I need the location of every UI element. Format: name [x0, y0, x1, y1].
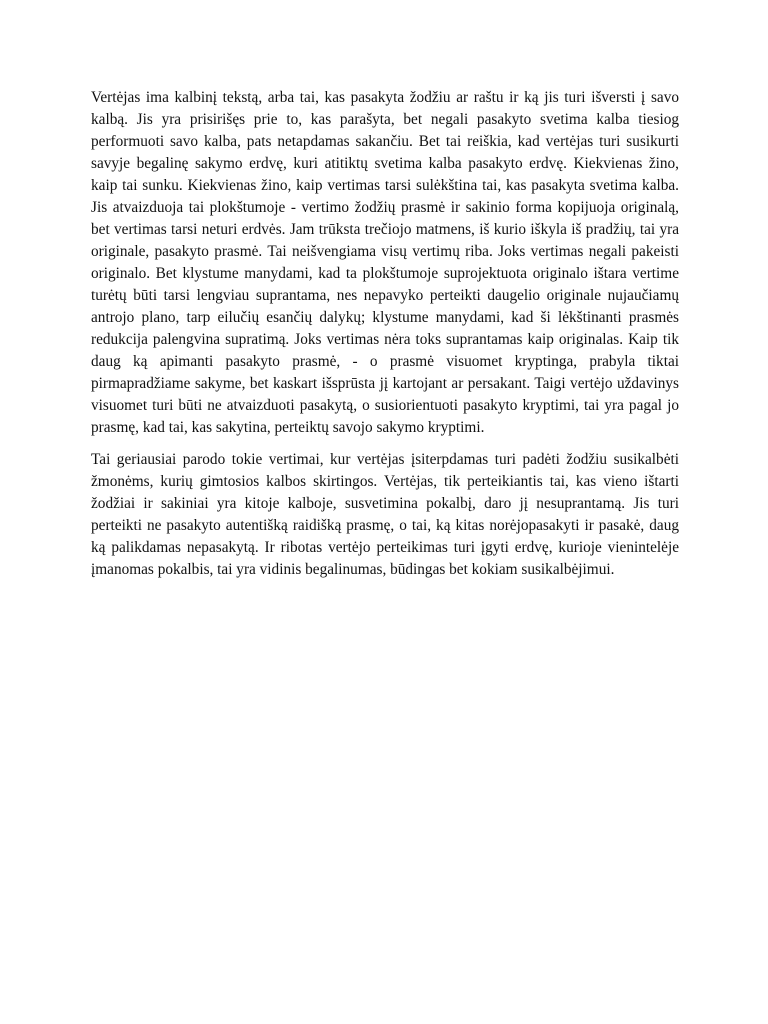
paragraph: Tai geriausiai parodo tokie vertimai, kur vertėjas įsiterpdamas turi padėti žodžiu susikalbėti žmonėms, kurių gimtosios kalbos skirtingos. Vertėjas, tik perteikiantis tai, kas vieno ištarti žodžiai ir sakiniai yra kitoje kalboje, susvetimina pokalbį, daro jį nesuprantamą. Jis turi perteikti ne pasakyto autentišką raidišką prasmę, o tai, ką kitas norėjopasakyti ir pasakė, daug ką palikdamas nepasakytą. Ir ribotas vertėjo perteikimas turi įgyti erdvę, kurioje vienintelėje įmanomas pokalbis, tai yra vidinis begalinumas, būdingas bet kokiam susikalbėjimui. [91, 451, 679, 578]
paragraph: Vertėjas ima kalbinį tekstą, arba tai, kas pasakyta žodžiu ar raštu ir ką jis turi išversti į savo kalbą. Jis yra prisirišęs prie to, kas parašyta, bet negali pasakyto svetima kalba tiesiog performuoti savo kalba, pats netapdamas sakančiu. Bet tai reiškia, kad vertėjas turi susikurti savyje begalinę sakymo erdvę, kuri atitiktų svetima kalba pasakyto erdvę. Kiekvienas žino, kaip tai sunku. Kiekvienas žino, kaip vertimas tarsi sulėkština tai, kas pasakyta svetima kalba. Jis atvaizduoja tai plokštumoje - vertimo žodžių prasmė ir sakinio forma kopijuoja originalą, bet vertimas tarsi neturi erdvės. Jam trūksta trečiojo matmens, iš kurio iškyla iš pradžių, tai yra originale, pasakyto prasmė. Tai neišvengiama visų vertimų riba. Joks vertimas negali pakeisti originalo. Bet klystume manydami, kad ta plokštumoje suprojektuota originalo ištara vertime turėtų būti tarsi lengviau suprantama, nes nepavyko perteikti daugelio originale nujaučiamų antrojo plano, tarp eilučių esančių dalykų; klystume manydami, kad ši lėkštinanti prasmės redukcija palengvina supratimą. Joks vertimas nėra toks suprantamas kaip originalas. Kaip tik daug ką apimanti pasakyto prasmė, - o prasmė visuomet kryptinga, prabyla tiktai pirmapradžiame sakyme, bet kaskart išsprūsta jį kartojant ar persakant. Taigi vertėjo uždavinys visuomet turi būti ne atvaizduoti pasakytą, o susiorientuoti pasakyto kryptimi, tai yra pagal jo prasmę, kad tai, kas sakytina, perteiktų savojo sakymo kryptimi. [91, 89, 679, 436]
body-text [91, 87, 679, 581]
